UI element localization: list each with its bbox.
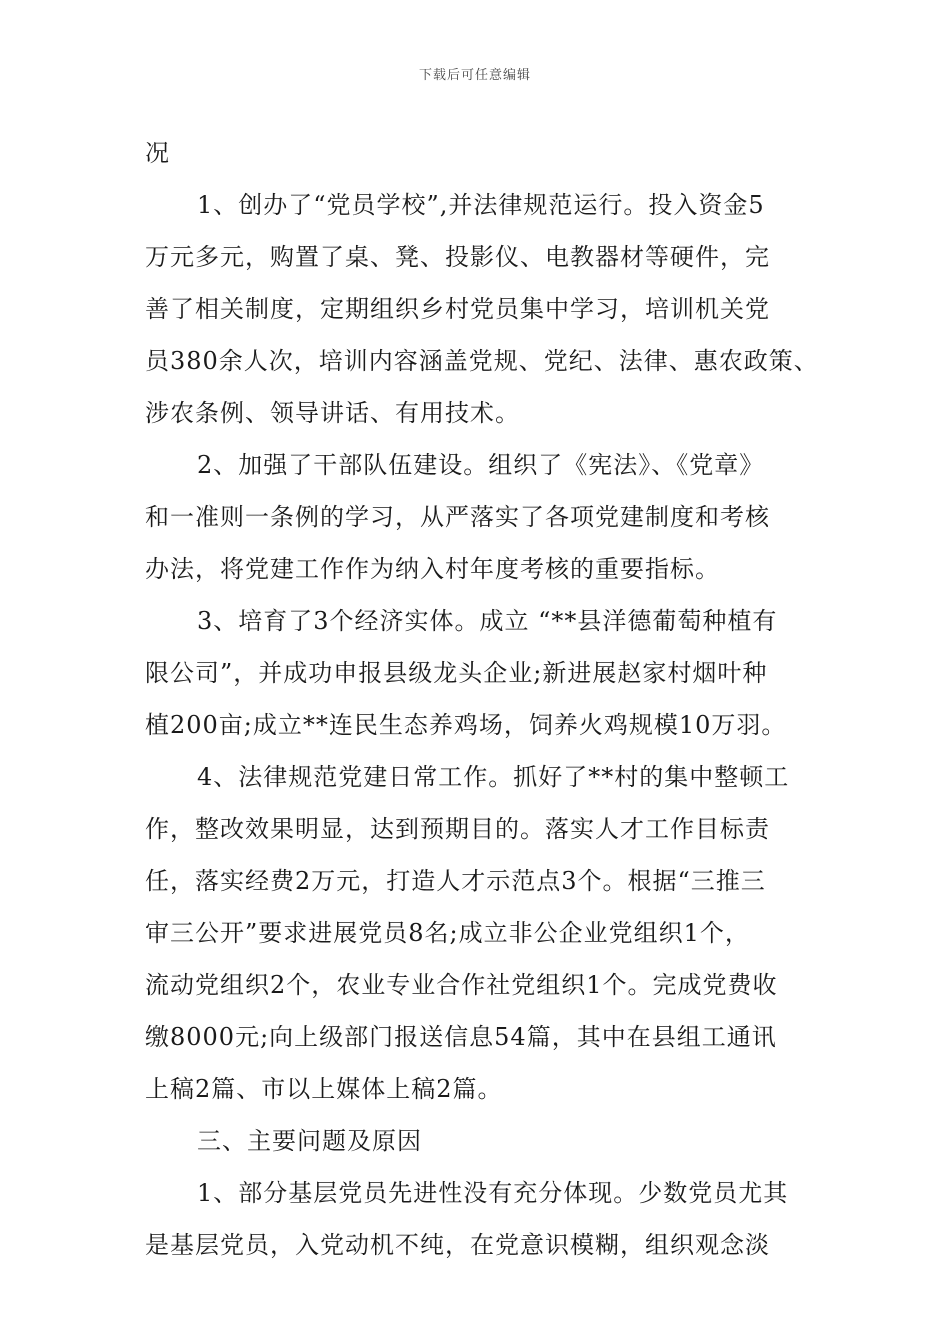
text-line: 1、部分基层党员先进性没有充分体现。少数党员尤其 <box>197 1179 789 1207</box>
text-line: 2、加强了干部队伍建设。组织了《宪法》、《党章》 <box>197 451 765 479</box>
text-line: 况 <box>145 139 170 167</box>
text-line: 作，整改效果明显，达到预期目的。落实人才工作目标责 <box>145 815 770 843</box>
text-line: 限公司”，并成功申报县级龙头企业;新进展赵家村烟叶种 <box>145 659 768 687</box>
text-line: 万元多元，购置了桌、凳、投影仪、电教器材等硬件，完 <box>145 243 770 271</box>
text-line: 和一准则一条例的学习，从严落实了各项党建制度和考核 <box>145 503 770 531</box>
text-line: 植200亩;成立**连民生态养鸡场，饲养火鸡规模10万羽。 <box>145 711 787 739</box>
text-line: 1、创办了“党员学校”,并法律规范运行。投入资金5 <box>197 191 765 219</box>
text-line: 善了相关制度，定期组织乡村党员集中学习，培训机关党 <box>145 295 770 323</box>
text-line: 任，落实经费2万元，打造人才示范点3个。根据“三推三 <box>145 867 766 895</box>
text-line: 办法，将党建工作作为纳入村年度考核的重要指标。 <box>145 555 720 583</box>
text-line: 3、培育了3个经济实体。成立 “**县洋德葡萄种植有 <box>197 607 778 635</box>
text-line: 缴8000元;向上级部门报送信息54篇，其中在县组工通讯 <box>145 1023 777 1051</box>
text-line: 是基层党员，入党动机不纯，在党意识模糊，组织观念淡 <box>145 1231 770 1259</box>
text-line: 流动党组织2个，农业专业合作社党组织1个。完成党费收 <box>145 971 778 999</box>
document-body <box>145 127 819 1271</box>
text-line: 三、主要问题及原因 <box>197 1127 422 1155</box>
page-header: 下载后可任意编辑 <box>418 68 531 83</box>
text-line: 4、法律规范党建日常工作。抓好了**村的集中整顿工 <box>197 763 790 791</box>
text-line: 员380余人次，培训内容涵盖党规、党纪、法律、惠农政策、 <box>145 347 819 375</box>
text-line: 上稿2篇、市以上媒体上稿2篇。 <box>145 1075 503 1103</box>
text-line: 涉农条例、领导讲话、有用技术。 <box>145 399 520 427</box>
text-line: 审三公开”要求进展党员8名;成立非公企业党组织1个， <box>145 919 750 947</box>
